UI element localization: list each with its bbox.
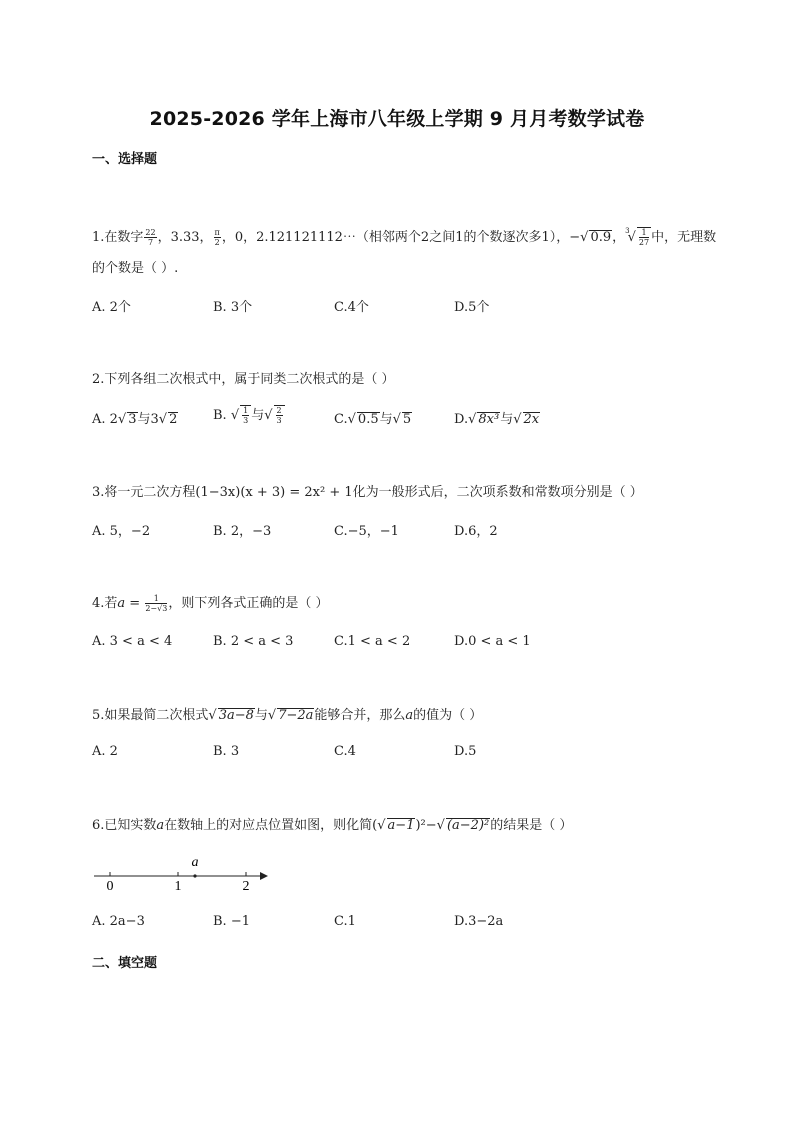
q3-option-a[interactable]: A. 5，−2 (92, 524, 151, 539)
q2-a-mid: 与3 (137, 412, 159, 427)
fraction-pi-over-2: $\frac{\pi}{2}$ (214, 228, 220, 247)
q5-text-3: 能够合并，那么 (314, 708, 406, 723)
q1-text-2: ，3.33， (157, 230, 213, 245)
q2-option-d[interactable] (454, 408, 540, 427)
sqrt-icon: √ (158, 412, 168, 427)
q6-text-4: 的结果是（ ） (490, 818, 573, 833)
q2-c-prefix: C. (334, 412, 348, 427)
point-a-marker (193, 874, 196, 877)
sqrt-icon: √ (264, 408, 273, 423)
q1-option-c[interactable]: C.4个 (334, 300, 369, 315)
q6-radicand-2: (a−2)² (446, 818, 490, 833)
q1-option-a[interactable]: A. 2个 (92, 300, 131, 315)
q2-d-radicand-2: 2x (523, 412, 540, 427)
q6-text-2: 在数轴上的对应点位置如图，则化简( (164, 818, 378, 833)
q5-option-d[interactable]: D.5 (454, 744, 477, 759)
sqrt-icon: √ (208, 708, 217, 723)
q4-option-b[interactable]: B. 2 < a < 3 (213, 634, 294, 649)
q2-b-radicand-2 (274, 405, 285, 425)
sqrt-icon: √ (117, 412, 127, 427)
fraction-2-over-3: $\frac{2}{3}$ (276, 406, 282, 425)
q2-option-a[interactable] (92, 408, 178, 427)
q6-option-b[interactable]: B. −1 (213, 914, 250, 929)
q2-d-prefix: D. (454, 412, 469, 427)
question-1-line-2: 的个数是（ ）. (92, 261, 179, 276)
q1-text-5: 中，无理数 (651, 230, 717, 245)
q1-text-1: 1.在数字 (92, 230, 144, 245)
number-line (90, 850, 280, 896)
section-heading-fill-in: 二、填空题 (92, 956, 158, 971)
point-a-label: a (191, 855, 199, 870)
q2-option-c[interactable] (334, 408, 412, 427)
q1-text-4: ， (612, 230, 626, 245)
sqrt-icon: √ (230, 408, 240, 423)
q1-option-d[interactable]: D.5个 (454, 300, 490, 315)
q6-option-c[interactable]: C.1 (334, 914, 356, 929)
radicand-0-9: 0.9 (590, 230, 612, 245)
q4-options (92, 634, 612, 654)
sqrt-icon: √ (468, 412, 477, 427)
q3-option-c[interactable]: C.−5，−1 (334, 524, 399, 539)
q2-c-radicand-2: 5 (402, 412, 412, 427)
q5-text-1: 5.如果最简二次根式 (92, 708, 209, 723)
fraction-1-over-2-minus-root-3: $\frac{1}{2-√3}$ (145, 594, 168, 613)
q2-option-b[interactable] (213, 404, 285, 425)
q6-variable: a (156, 818, 165, 833)
q2-a-radicand-1: 3 (128, 412, 137, 427)
sqrt-icon: √ (267, 708, 277, 723)
q2-c-radicand-1: 0.5 (357, 412, 379, 427)
q5-text-4: 的值为（ ） (413, 708, 483, 723)
q6-option-d[interactable]: D.3−2a (454, 914, 504, 929)
q5-variable: a (405, 708, 414, 723)
q2-options (92, 408, 612, 428)
q3-option-d[interactable]: D.6，2 (454, 524, 498, 539)
question-1 (92, 221, 716, 248)
cbrt-radicand (637, 227, 651, 247)
q6-radicand-1: a−1 (387, 818, 415, 833)
q2-a-prefix: A. 2 (92, 412, 118, 427)
cube-root-index: 3 (625, 227, 630, 235)
page-title: 2025-2026 学年上海市八年级上学期 9 月月考数学试卷 (149, 108, 645, 130)
q6-option-a[interactable]: A. 2a−3 (92, 914, 145, 929)
q4-text-1: 4.若 (92, 596, 118, 611)
q5-option-b[interactable]: B. 3 (213, 744, 240, 759)
q2-a-radicand-2: 2 (169, 412, 178, 427)
axis-label-0: 0 (106, 879, 114, 894)
fraction-22-over-7: $\frac{22}{7}$ (145, 228, 156, 247)
sqrt-icon: √ (436, 818, 445, 833)
axis-label-2: 2 (242, 879, 250, 894)
q4-equals: = (125, 596, 145, 611)
q5-option-a[interactable]: A. 2 (92, 744, 118, 759)
q2-b-mid: 与 (251, 408, 265, 423)
section-heading-multiple-choice: 一、选择题 (92, 152, 158, 167)
q1-option-b[interactable]: B. 3个 (213, 300, 253, 315)
q3-options (92, 520, 612, 540)
q2-b-radicand-1 (240, 405, 251, 425)
question-4 (92, 594, 328, 614)
q6-text-3: )²− (415, 818, 437, 833)
q6-text-1: 6.已知实数 (92, 818, 157, 833)
q5-radicand-1: 3a−8 (218, 708, 254, 723)
q4-variable: a (117, 596, 126, 611)
q1-options (92, 296, 612, 316)
q5-text-2: 与 (254, 708, 268, 723)
q4-option-d[interactable]: D.0 < a < 1 (454, 634, 531, 649)
q5-options (92, 744, 612, 764)
number-line-ticks (107, 872, 250, 894)
question-2: 2.下列各组二次根式中，属于同类二次根式的是（ ） (92, 372, 395, 387)
sqrt-icon: √ (513, 412, 522, 427)
axis-label-1: 1 (174, 879, 182, 894)
sqrt-icon: √ (392, 412, 401, 427)
q3-option-b[interactable]: B. 2，−3 (213, 524, 272, 539)
q4-text-2: ，则下列各式正确的是（ ） (168, 596, 329, 611)
question-5 (92, 706, 482, 726)
q2-d-mid: 与 (500, 412, 514, 427)
q5-option-c[interactable]: C.4 (334, 744, 356, 759)
q4-option-c[interactable]: C.1 < a < 2 (334, 634, 411, 649)
sqrt-icon: √ (347, 412, 356, 427)
question-6 (92, 816, 572, 836)
fraction-1-over-3: $\frac{1}{3}$ (243, 406, 249, 425)
sqrt-icon: √ (580, 230, 589, 245)
cbrt-icon: √ (627, 230, 636, 245)
q2-d-radicand-1: 8x³ (478, 412, 500, 427)
q6-options (92, 914, 612, 934)
q2-b-prefix: B. (213, 408, 231, 423)
sqrt-icon: √ (377, 818, 386, 833)
q4-option-a[interactable]: A. 3 < a < 4 (92, 634, 173, 649)
question-3: 3.将一元二次方程(1−3x)(x + 3) = 2x² + 1化为一般形式后，二次项系数和常数项分别是（ ） (92, 485, 643, 500)
q5-radicand-2: 7−2a (278, 708, 314, 723)
q2-c-mid: 与 (379, 412, 393, 427)
q1-text-3: ，0，2.121121112⋯（相邻两个2之间1的个数逐次多1），− (221, 230, 581, 245)
fraction-1-over-27: $\frac{1}{27}$ (638, 228, 650, 247)
arrow-right-icon (260, 872, 268, 880)
